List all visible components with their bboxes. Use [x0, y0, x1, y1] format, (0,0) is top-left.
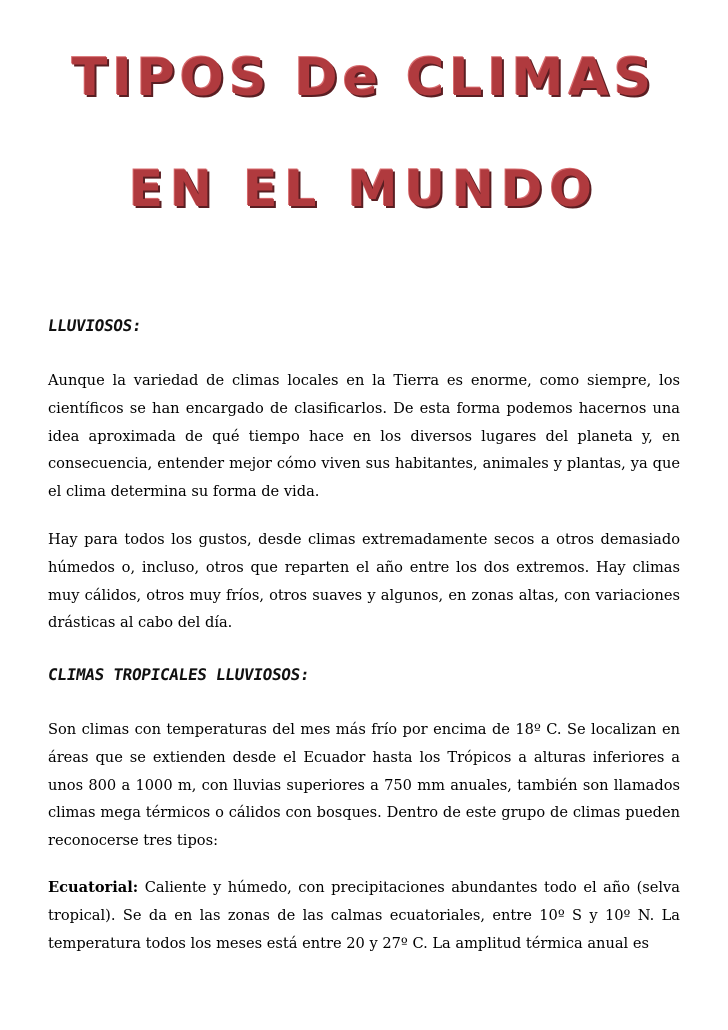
paragraph-ecuatorial [48, 874, 680, 957]
paragraph-gustos: Hay para todos los gustos, desde climas extremadamente secos a otros demasiado húmedos o, incluso, otros que reparten el año entre los dos extremos. Hay climas muy cálidos, otros muy fríos, otros suaves y algunos, en zonas altas, con variaciones drásticas al cabo del día. [48, 531, 680, 632]
term-ecuatorial: Ecuatorial: [48, 879, 139, 896]
paragraph-tropicales: Son climas con temperaturas del mes más frío por encima de 18º C. Se localizan en áreas que se extienden desde el Ecuador hasta los Trópicos a alturas inferiores a unos 800 a 1000 m, con lluvias superiores a 750 mm anuales, también son llamados climas mega térmicos o cálidos con bosques. Dentro de este grupo de climas pueden reconocerse tres tipos: [48, 721, 680, 850]
document-title-line-1: TIPOS De CLIMAS [71, 48, 657, 108]
ecuatorial-description: Caliente y húmedo, con precipitaciones abundantes todo el año (selva tropical). Se da en las zonas de las calmas ecuatoriales, entre 10º S y 10º N. La temperatura todos los meses está entre 20 y 27º C. La amplitud térmica anual es [48, 879, 680, 952]
section-heading-tropicales: CLIMAS TROPICALES LLUVIOSOS: [46, 665, 311, 684]
document-title-line-2: EN EL MUNDO [128, 160, 600, 218]
paragraph-intro: Aunque la variedad de climas locales en la Tierra es enorme, como siempre, los científicos se han encargado de clasificarlos. De esta forma podemos hacernos una idea aproximada de qué tiempo hace en los diversos lugares del planeta y, en consecuencia, entender mejor cómo viven sus habitantes, animales y plantas, ya que el clima determina su forma de vida. [48, 372, 680, 501]
section-heading-lluviosos: LLUVIOSOS: [46, 316, 143, 335]
